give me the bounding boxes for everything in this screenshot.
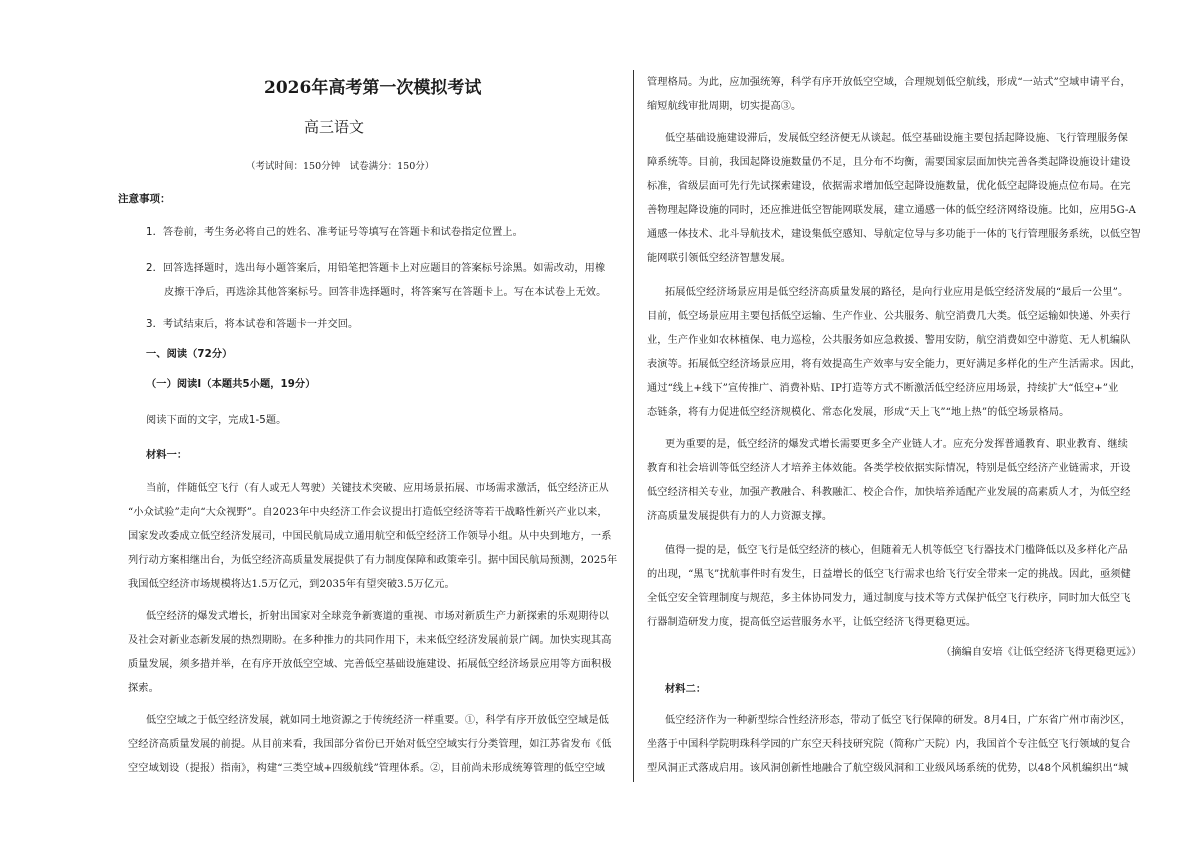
paragraph-line: 通感一体技术、北斗导航技术，建设集低空感知、导航定位导与多功能于一体的飞行管理服务系统，以低空智 [647,229,1141,240]
sub-section-heading: （一）阅读Ⅰ（本题共5小题，19分） [146,379,316,390]
paragraph-line: 低空基础设施建设滞后，发展低空经济便无从谈起。低空基础设施主要包括起降设施、飞行管理服务保 [665,133,1128,144]
reading-instruction: 阅读下面的文字，完成1-5题。 [146,415,287,426]
paragraph-line: 缩短航线审批周期，切实提高③。 [647,101,802,112]
right-column [641,0,1153,849]
notice-item: 3．考试结束后，将本试卷和答题卡一并交回。 [146,319,359,330]
section-heading: 一、阅读（72分） [146,349,233,360]
paragraph-line: 障系统等。目前，我国起降设施数量仍不足，且分布不均衡，需要国家层面加快完善各类起降设施设计建设 [647,157,1131,168]
paragraph-line: 善物理起降设施的同时，还应推进低空智能网联发展，建立通感一体的低空经济网络设施。比如，应用5G-A [647,205,1136,216]
paragraph-line: 表演等。拓展低空经济场景应用，将有效提高生产效率与安全能力，更好满足多样化的生产生活需求。因此， [647,359,1141,370]
source-note: （摘编自安培《让低空经济飞得更稳更远》） [941,647,1142,658]
exam-title: 2026年高考第一次模拟考试 [264,78,482,98]
paragraph-line: 低空经济相关专业，加强产教融合、科教融汇、校企合作，加快培养适配产业发展的高素质人才，为低空经 [647,487,1131,498]
notice-item: 1．答卷前，考生务必将自己的姓名、准考证号等填写在答题卡和试卷指定位置上。 [146,227,523,238]
paragraph-line: 列行动方案相继出台，为低空经济高质量发展提供了有力制度保障和政策牵引。据中国民航局预测，2025年 [128,555,618,566]
paragraph-line: 低空空域之于低空经济发展，就如同土地资源之于传统经济一样重要。①，科学有序开放低空空域是低 [146,715,609,726]
exam-info: （考试时间：150分钟 试卷满分：150分） [246,161,435,172]
paragraph-line: 国家发改委成立低空经济发展司，中国民航局成立通用航空和低空经济工作领导小组。从中央到地方，一系 [128,531,612,542]
paragraph-line: 探索。 [128,683,159,694]
paragraph-line: 坐落于中国科学院明珠科学园的广东空天科技研究院（简称广天院）内，我国首个专注低空飞行领域的复合 [647,739,1131,750]
paragraph-line: 当前，伴随低空飞行（有人或无人驾驶）关键技术突破、应用场景拓展、市场需求激活，低空经济正从 [146,483,609,494]
paragraph-line: 能网联引领低空经济智慧发展。 [647,253,792,264]
paragraph-line: 全低空安全管理制度与规范，多主体协同发力，通过制度与技术等方式保护低空飞行秩序，同时加大低空飞 [647,593,1131,604]
paragraph-line: 标准，省级层面可先行先试探索建设，依据需求增加低空起降设施数量，优化低空起降设施点位布局。在完 [647,181,1131,192]
paragraph-line: 质量发展，须多措并举，在有序开放低空空域、完善低空基础设施建设、拓展低空经济场景应用等方面积极 [128,659,612,670]
notice-heading: 注意事项： [118,193,171,205]
paragraph-line: 型风洞正式落成启用。该风洞创新性地融合了航空级风洞和工业级风场系统的优势，以48个风机编织出“城 [647,763,1129,774]
paragraph-line: 更为重要的是，低空经济的爆发式增长需要更多全产业链人才。应充分发挥普通教育、职业教育、继续 [665,439,1128,450]
paragraph-line: 目前，低空场景应用主要包括低空运输、生产作业、公共服务、航空消费几大类。低空运输如快递、外卖行 [647,311,1131,322]
material-one-label: 材料一： [146,449,188,461]
paragraph-line: 济高质量发展提供有力的人力资源支撑。 [647,511,833,522]
paragraph-line: 我国低空经济市场规模将达1.5万亿元，到2035年有望突破3.5万亿元。 [128,579,455,590]
paragraph-line: 的出现，“黑飞”扰航事件时有发生，日益增长的低空飞行需求也给飞行安全带来一定的挑战。因此，亟须健 [647,569,1131,580]
paragraph-line: 业，生产作业如农林植保、电力巡检，公共服务如应急救援、警用安防，航空消费如空中游览、无人机编队 [647,335,1131,346]
paragraph-line: “小众试验”走向“大众视野”。自2023年中央经济工作会议提出打造低空经济等若干战略性新兴产业以来， [128,507,608,518]
paragraph-line: 管理格局。为此，应加强统筹，科学有序开放低空空域，合理规划低空航线，形成“一站式”空域申请平台， [647,77,1131,88]
paragraph-line: 态链条，将有力促进低空经济规模化、常态化发展，形成“天上飞”“地上热”的低空场景格局。 [647,407,1070,418]
left-column [118,0,628,849]
paragraph-line: 及社会对新业态新发展的热烈期盼。在多种推力的共同作用下，未来低空经济发展前景广阔。加快实现其高 [128,635,612,646]
paragraph-line: 行器制造研发力度，提高低空运营服务水平，让低空经济飞得更稳更远。 [647,617,977,628]
paragraph-line: 值得一提的是，低空飞行是低空经济的核心，但随着无人机等低空飞行器技术门槛降低以及多样化产品 [665,545,1128,556]
notice-item: 皮擦干净后，再选涂其他答案标号。回答非选择题时，将答案写在答题卡上。写在本试卷上无效。 [164,287,607,298]
subject-title: 高三语文 [304,118,365,136]
paragraph-line: 教育和社会培训等低空经济人才培养主体效能。各类学校依据实际情况，特别是低空经济产业链需求，开设 [647,463,1131,474]
paragraph-line: 拓展低空经济场景应用是低空经济高质量发展的路径，是向行业应用是低空经济发展的“最后一公里”。 [665,287,1129,298]
notice-item: 2．回答选择题时，选出每小题答案后，用铅笔把答题卡上对应题目的答案标号涂黑。如需改动，用橡 [146,263,606,274]
column-divider [633,70,634,782]
paragraph-line: 空空域划设（提报）指南》，构建“三类空域+四级航线”管理体系。②，目前尚未形成统筹管理的低空空域 [128,763,606,774]
paragraph-line: 空经济高质量发展的前提。从目前来看，我国部分省份已开始对低空空域实行分类管理，如江苏省发布《低 [128,739,612,750]
paragraph-line: 低空经济作为一种新型综合性经济形态，带动了低空飞行保障的研发。8月4日，广东省广州市南沙区， [665,715,1131,726]
material-two-label: 材料二： [665,683,707,695]
paragraph-line: 低空经济的爆发式增长，折射出国家对全球竞争新赛道的重视、市场对新质生产力新探索的乐观期待以 [146,611,609,622]
paragraph-line: 通过“线上+线下”宣传推广、消费补贴、IP打造等方式不断激活低空经济应用场景，持续扩大“低空+”业 [647,383,1119,394]
